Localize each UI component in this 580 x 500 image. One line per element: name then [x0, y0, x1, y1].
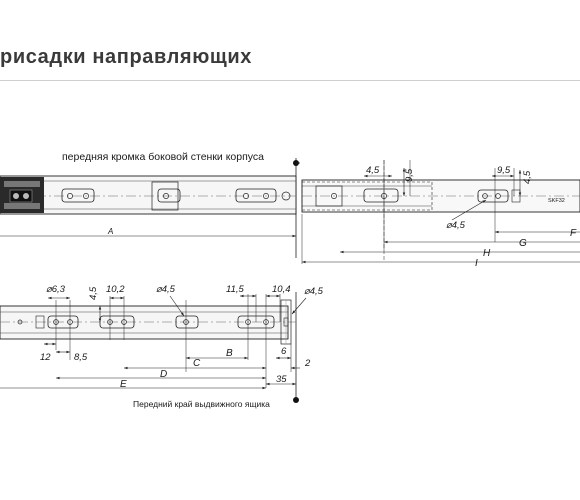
dim-6: 6	[281, 346, 287, 357]
dim-dia-4-5-right: ⌀4,5	[304, 286, 323, 297]
dim-10-2: 10,2	[106, 284, 125, 295]
dim-B: B	[226, 348, 233, 359]
dim-10-4: 10,4	[272, 284, 291, 295]
dim-12: 12	[40, 352, 51, 363]
dim-F: F	[570, 228, 577, 239]
dim-dia-6-3: ⌀6,3	[46, 284, 65, 295]
dim-11-5: 11,5	[226, 284, 244, 295]
dim-4-5-horizontal: 4,5	[366, 165, 380, 176]
rail-mechanism	[0, 177, 44, 213]
dim-4-5-vertical: 4,5	[522, 170, 533, 184]
dim-dia-4-5-middle: ⌀4,5	[156, 284, 175, 295]
dim-H: H	[483, 248, 491, 259]
dim-4-5-left: 4,5	[88, 286, 99, 300]
dim-G: G	[519, 238, 527, 249]
dim-9-5-top: 9,5	[497, 165, 511, 176]
dim-E: E	[120, 379, 127, 390]
drawer-rail-view	[0, 292, 306, 403]
dim-I: I	[475, 258, 478, 269]
dim-C: C	[193, 358, 201, 369]
dim-A: A	[108, 227, 114, 236]
dim-2: 2	[305, 358, 311, 369]
dim-8-5: 8,5	[74, 352, 88, 363]
dim-35: 35	[276, 374, 287, 385]
section-title: рисадки направляющих	[0, 46, 252, 68]
label-front-edge-drawer: Передний край выдвижного ящика	[133, 399, 270, 409]
dim-dia-4-5-top: ⌀4,5	[446, 220, 465, 231]
dim-D: D	[160, 369, 168, 380]
dim-9-5-vertical: 9,5	[404, 168, 415, 182]
cabinet-rail-view	[0, 158, 580, 264]
label-front-edge-cabinet: передняя кромка боковой стенки корпуса	[62, 151, 265, 163]
brand-mark: SKF32	[548, 198, 565, 204]
